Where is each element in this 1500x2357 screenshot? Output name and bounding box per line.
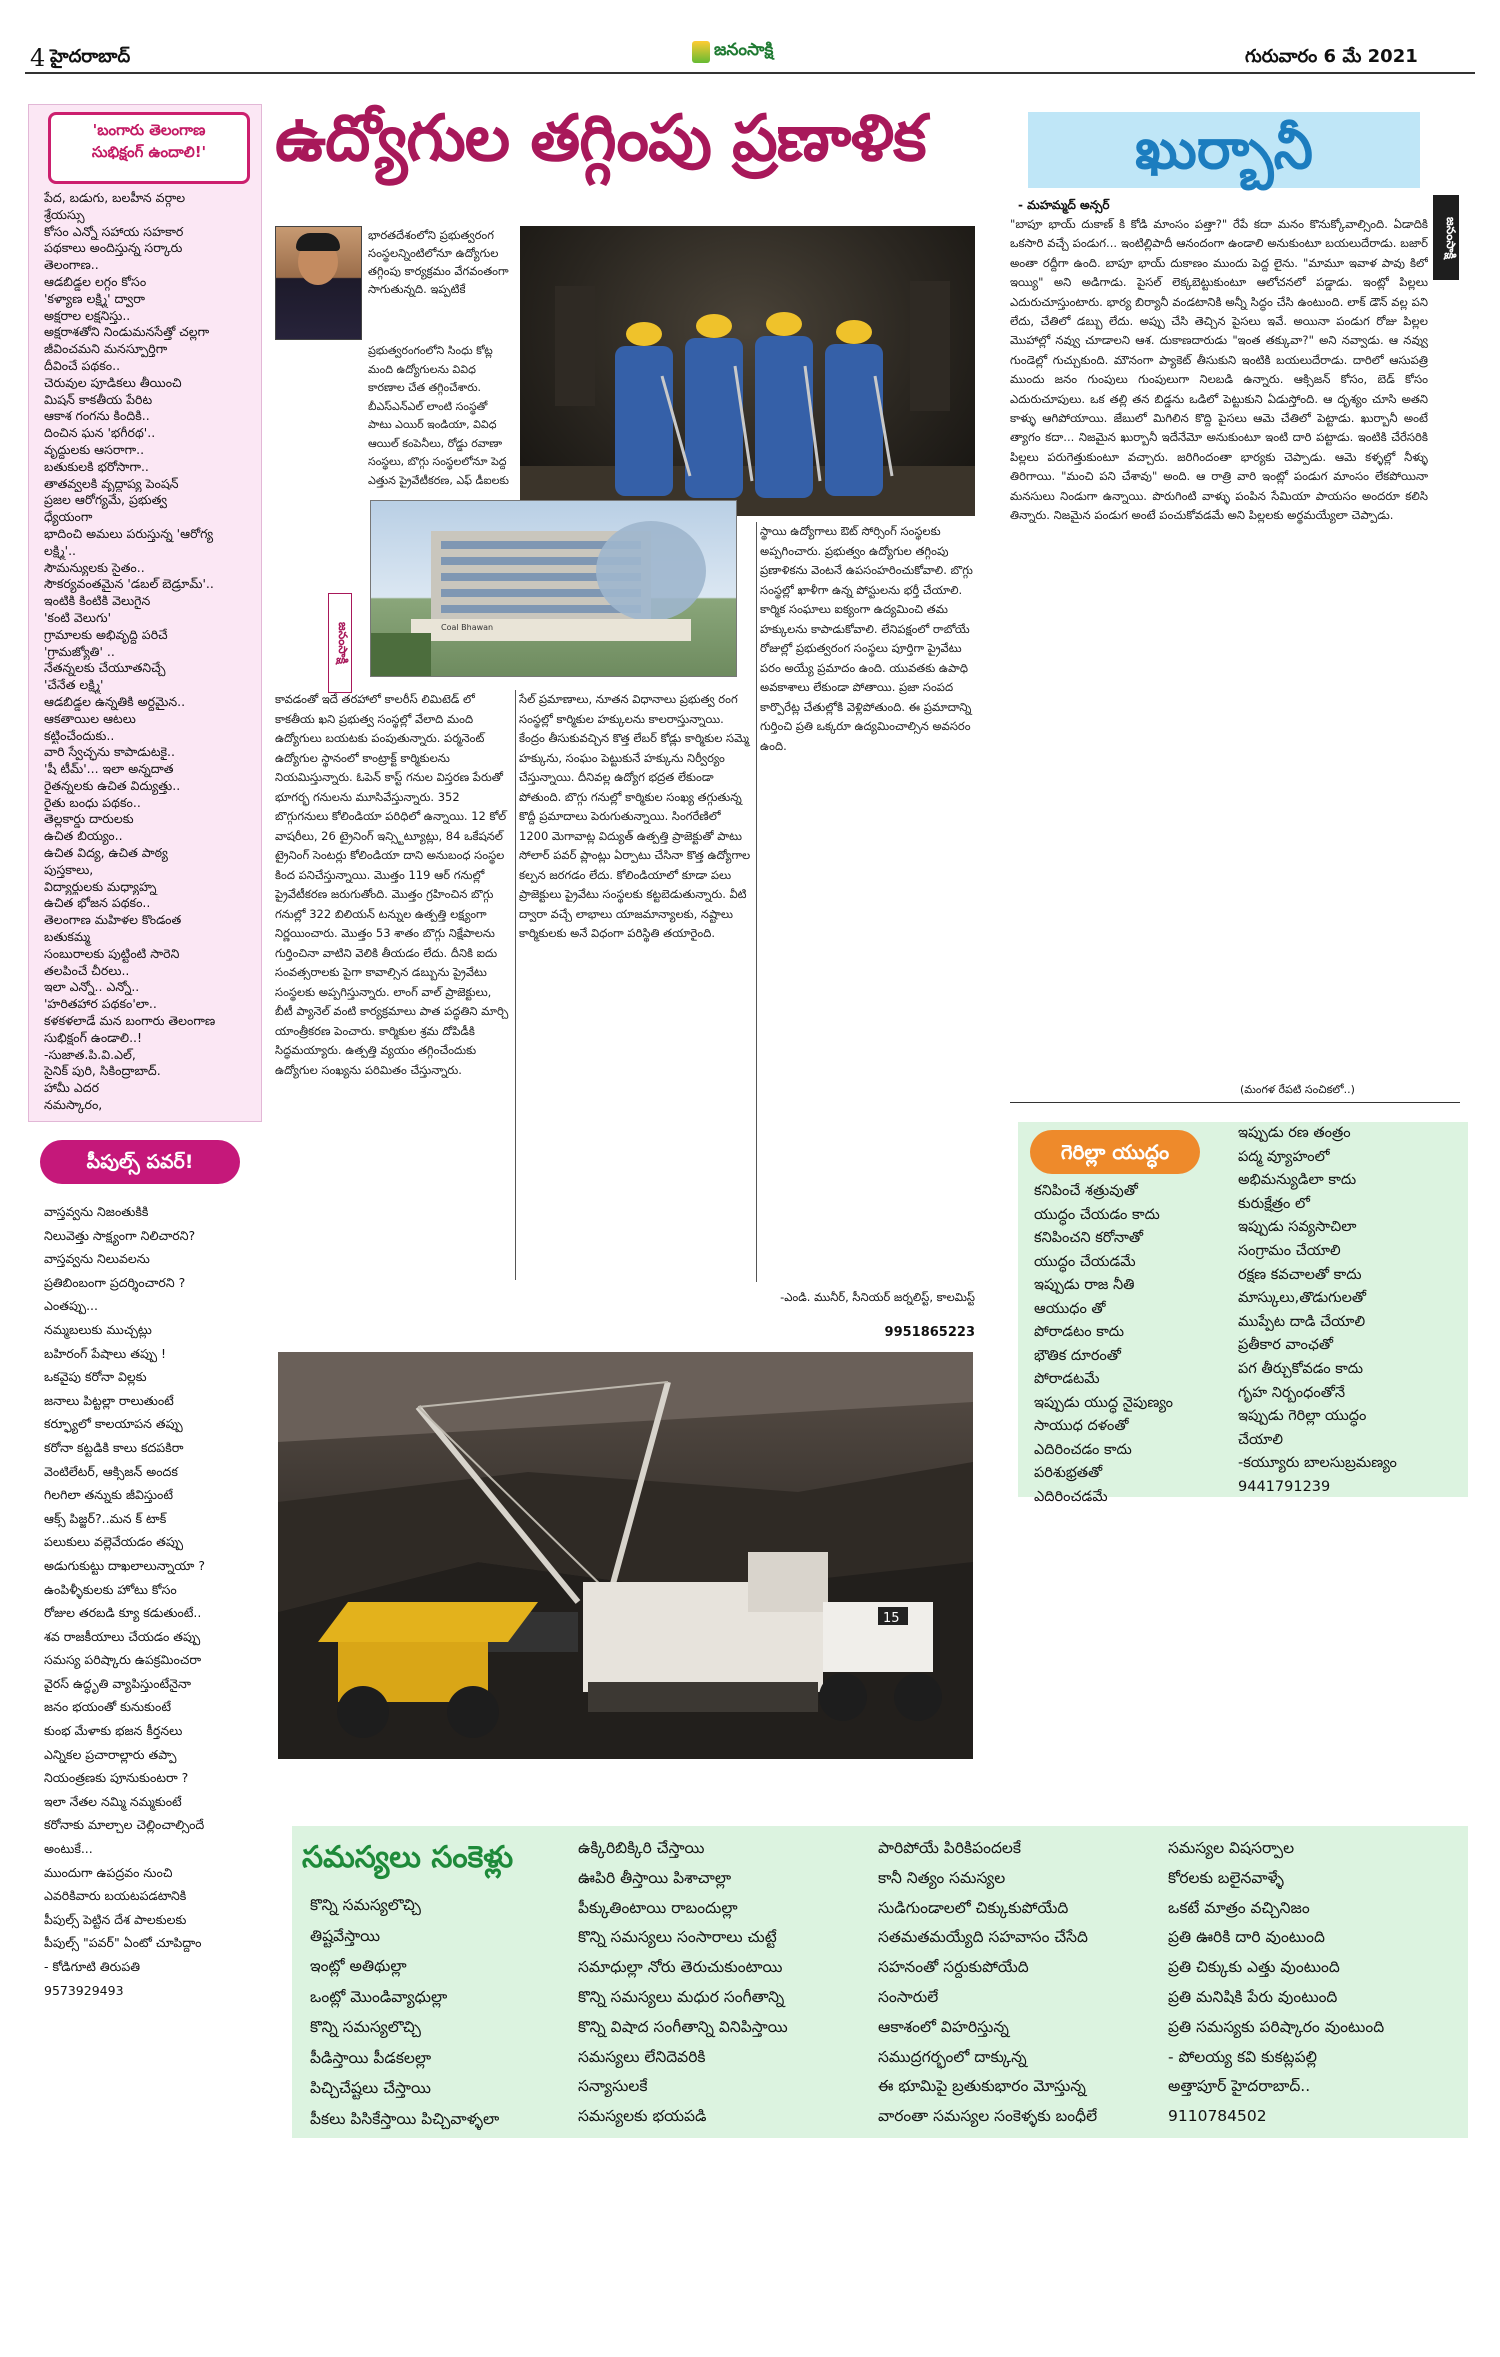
people-power-line: సమస్య పరిష్కారు ఉపక్రమించరా: [44, 1652, 202, 1668]
samasyalu-line: ఇంట్లో అతిథుల్లా: [310, 1957, 407, 1975]
samasyalu-line: పీకలు పిసికేస్తాయి పిచ్చివాళ్ళలా: [310, 2109, 500, 2128]
sidebar-poem-line: భాదించి అమలు పరుస్తున్న 'ఆరోగ్య: [44, 525, 214, 541]
samasyalu-title: సమస్యలు సంకెళ్లు: [302, 1840, 514, 1875]
people-power-line: బహిరంగ్ పేషాలు తప్పు !: [44, 1345, 167, 1361]
gerilla-line: ముప్పేట దాడి చేయాలి: [1238, 1313, 1366, 1330]
sidebar-poem-line: సుభిక్షంగ్ ఉండాలి..!: [44, 1029, 143, 1045]
paper-logo: [692, 40, 773, 64]
samasyalu-column-2: [578, 1834, 868, 2132]
people-power-line: నియంత్రణకు పూనుకుంటరా ?: [44, 1770, 189, 1786]
samasyalu-line: కొన్ని సమస్యలొచ్చి: [310, 1896, 421, 1914]
sidebar-poem-lines: [44, 190, 254, 1114]
gerilla-column-1: [1034, 1180, 1224, 1509]
sidebar-poem-line: ఆకతాయిల ఆటలు: [44, 710, 136, 726]
samasyalu-line: కొన్ని విషాద సంగీతాన్ని వినిపిస్తాయి: [578, 2017, 788, 2036]
article-column-2: కావడంతో ఇదే తరహాలో కాలరీస్ లిమిటెడ్ లో కాకతీయ ఖని ప్రభుత్వ సంస్థల్లో వేలాది మంది ఉద్యోగులు బయటకు పంపుతున్నారు. పర్మనెంట్ ఉద్యోగుల స్థానంలో కాంట్రాక్ట్ కార్మికులను నియమిస్తున్నారు. ఓపెన్ కాస్ట్ గనుల విస్తరణ పేరుతో భూగర్భ గనులను మూసివేస్తున్నారు. 352 బొగ్గుగనులు కోలిండియా పరిధిలో ఉన్నాయి. 12 కోల్ వాషరీలు, 26 ట్రైనింగ్ ఇన్స్టిట్యూట్లు, 84 ఒకేషనల్ ట్రైనింగ్ సెంటర్లు కోలిండియా దాని అనుబంధ సంస్థల కింద పనిచేస్తున్నాయి. మొత్తం 119 ఆర్ గనుల్లో ప్రైవేటీకరణ జరుగుతోంది. మొత్తం గ్రహించిన బొగ్గు గనుల్లో 322 బిలియన్ టన్నుల ఉత్పత్తి లక్ష్యంగా నిర్ణయించారు. మొత్తం 53 శాతం బొగ్గు నిక్షేపాలను గుర్తించినా వాటిని వెలికి తీయడం లేదు. దీనికి ఐదు సంవత్సరాలకు పైగా కావాల్సిన డబ్బును ప్రైవేటు సంస్థలకు అప్పగిస్తున్నారు. లాంగ్ వాల్ ప్రాజెక్టులు, బీటీ ప్యానెల్ వంటి కార్యక్రమాలు పాత పద్ధతిని మార్చి యాంత్రీకరణ పెంచారు. కార్మికుల శ్రమ దోపిడీకి సిద్ధమయ్యారు. ఉత్పత్తి వ్యయం తగ్గించేందుకు ఉద్యోగుల సంఖ్యను పరిమితం చేస్తున్నారు.: [275, 692, 509, 1077]
people-power-line: వాస్తవ్వను నిలువలను: [44, 1251, 150, 1267]
sidebar-title-line1: 'బంగారు తెలంగాణ: [92, 121, 206, 139]
samasyalu-line: సతమతమయ్యేది సహవాసం చేసేది: [878, 1928, 1088, 1947]
people-power-line: పీపుల్స్ "పవర్" ఏంటో చూపిద్దాం: [44, 1935, 202, 1951]
article-author: -ఎండి. మునీర్, సీనియర్ జర్నలిస్ట్, కాలమిస్ట్: [780, 1290, 975, 1304]
people-power-line: వాస్తవ్వను నిజంతుకికి: [44, 1204, 149, 1219]
gerilla-line: సాయుధ దళంతో: [1034, 1418, 1129, 1434]
sidebar-poem-line: రైతన్నలకు ఉచిత విద్యుత్తు..: [44, 777, 181, 793]
samasyalu-line: పీక్కుతింటాయి రాబందుల్లా: [578, 1898, 738, 1917]
gerilla-line: 9441791239: [1238, 1478, 1331, 1495]
people-power-line: జనం భయంతో కునుకుంటే: [44, 1699, 171, 1715]
sidebar-poem-line: అక్షరాల లక్షనిస్తు..: [44, 307, 131, 323]
people-power-title-box: [40, 1140, 240, 1184]
samasyalu-line: తిష్టవేస్తాయి: [310, 1926, 381, 1945]
sidebar-poem-line: తెలంగాణ..: [44, 257, 99, 273]
gerilla-line: ఇప్పుడు సవ్యసాచిలా: [1238, 1219, 1357, 1236]
samasyalu-line: ప్రతి సమస్యకు పరిష్కారం వుంటుంది: [1168, 2017, 1385, 2036]
sidebar-poem-line: చెరువుల పూడికలు తీయించి: [44, 374, 182, 390]
people-power-line: ఆక్స్ పిజ్జర్?..మన క్ టాక్: [44, 1510, 167, 1526]
gerilla-line: చేయాలి: [1238, 1431, 1283, 1448]
khurbani-footer: (మంగళ రేపటి సంచికలో..): [1240, 1083, 1355, 1096]
sidebar-poem-line: తలపించే చీరలు..: [44, 962, 130, 978]
people-power-line: నమ్మబలుకు ముచ్చట్లు: [44, 1321, 152, 1337]
edition-name: హైదరాబాద్: [50, 46, 131, 67]
article-column-4: స్థాయి ఉద్యోగాలు ఔట్ సోర్సింగ్ సంస్థలకు అప్పగించారు. ప్రభుత్వం ఉద్యోగుల తగ్గింపు ప్రణాళికను వెంటనే ఉపసంహరించుకోవాలి. బొగ్గు సంస్థల్లో ఖాళీగా ఉన్న పోస్టులను భర్తీ చేయాలి. కార్మిక సంఘాలు ఐక్యంగా ఉద్యమించి తమ హక్కులను కాపాడుకోవాలి. లేనిపక్షంలో రాబోయే రోజుల్లో ప్రభుత్వరంగ సంస్థలు పూర్తిగా ప్రైవేటు పరం అయ్యే ప్రమాదం ఉంది. యువతకు ఉపాధి అవకాశాలు లేకుండా పోతాయి. ప్రజా సంపద కార్పొరేట్ల చేతుల్లోకి వెళ్లిపోతుంది. ఈ ప్రమాదాన్ని గుర్తించి ప్రతి ఒక్కరూ ఉద్యమించాల్సిన అవసరం ఉంది.: [760, 524, 973, 753]
sidebar-poem-line: ఆకాశ గంగను కిందికి..: [44, 408, 150, 424]
samasyalu-line: ప్రతి మనిషికి పేరు వుంటుంది: [1168, 1987, 1338, 2006]
samasyalu-line: సన్యాసులకే: [578, 2077, 648, 2096]
people-power-line: 9573929493: [44, 1982, 124, 1998]
author-hair: [296, 233, 340, 251]
people-power-line: ఎవరికివారు బయటపడటానికి: [44, 1888, 187, 1904]
sidebar-poem-line: విద్యార్థులకు మధ్యాహ్న: [44, 878, 157, 894]
people-power-line: ఎంతప్పు...: [44, 1298, 98, 1314]
gerilla-line: ఇప్పుడు రాజ నీతి: [1034, 1277, 1135, 1293]
gerilla-line: పగ తీర్చుకోవడం కాదు: [1238, 1360, 1364, 1377]
article-column-rule-1: [515, 690, 516, 1280]
sidebar-poem-line: సైనిక్ పురి, సికింద్రాబాద్.: [44, 1063, 161, 1079]
samasyalu-line: పీడిస్తాయి పీడకలల్లా: [310, 2048, 432, 2067]
gerilla-line: ఇప్పుడు గెరిల్లా యుద్ధం: [1238, 1408, 1367, 1425]
sidebar-poem-line: సౌకర్యవంతమైన 'డబల్ బెడ్రూమ్'..: [44, 576, 214, 592]
khurbani-byline: - మహమ్మద్ అన్సర్: [1018, 198, 1110, 212]
people-power-line: కర్ఫ్యూలో కాలయాపన తప్పు: [44, 1416, 183, 1432]
sidebar-poem-line: కోసం ఎన్నో సహాయ సహకార: [44, 223, 184, 239]
issue-date: గురువారం 6 మే 2021: [1245, 46, 1418, 67]
samasyalu-line: ఒంట్లో మొండివ్యాధుల్లా: [310, 1987, 448, 2006]
people-power-line: శవ రాజకీయాలు చేయడం తప్పు: [44, 1628, 201, 1644]
people-power-line: అంటుకే...: [44, 1841, 93, 1857]
sidebar-poem-line: -సుజాత.పి.వి.ఎల్,: [44, 1046, 136, 1062]
samasyalu-line: సుడిగుండాలలో చిక్కుకుపోయేది: [878, 1898, 1069, 1917]
sidebar-title-box: [48, 112, 250, 184]
janamsakshi-tag-text: జనంసాక్షి: [336, 622, 350, 664]
gerilla-line: ఇప్పుడు యుద్ధ నైపుణ్యం: [1034, 1394, 1174, 1411]
samasyalu-line: ఆకాశంలో విహరిస్తున్న: [878, 2017, 1009, 2036]
samasyalu-line: కొన్ని సమస్యలు సంసారాలు చుట్టే: [578, 1928, 777, 1947]
samasyalu-line: - పోలయ్య కవి కుకట్లపల్లి: [1168, 2047, 1318, 2066]
people-power-line: ముందుగా ఉపద్రవం నుంచి: [44, 1864, 173, 1880]
article-column-3: సేల్ ప్రమాణాలు, నూతన విధానాలు ప్రభుత్వ రంగ సంస్థల్లో కార్మికుల హక్కులను కాలరాస్తున్నాయి. కేంద్రం తీసుకువచ్చిన కొత్త లేబర్ కోడ్లు కార్మికుల సమ్మె హక్కును, సంఘం పెట్టుకునే హక్కును నిర్వీర్యం చేస్తున్నాయి. దీనివల్ల ఉద్యోగ భద్రత లేకుండా పోతుంది. బొగ్గు గనుల్లో కార్మికుల సంఖ్య తగ్గుతున్న కొద్దీ ప్రమాదాలు పెరుగుతున్నాయి. సింగరేణిలో 1200 మెగావాట్ల విద్యుత్ ఉత్పత్తి ప్రాజెక్టుతో పాటు సోలార్ పవర్ ప్లాంట్లు ఏర్పాటు చేసినా కొత్త ఉద్యోగాల కల్పన జరగడం లేదు. కోలిండియాలో కూడా పలు ప్రాజెక్టులు ప్రైవేటు సంస్థలకు కట్టబెడుతున్నారు. వీటి ద్వారా వచ్చే లాభాలు యాజమాన్యాలకు, నష్టాలు కార్మికులకు అనే విధంగా పరిస్థితి తయారైంది.: [519, 692, 751, 940]
samasyalu-line: పిచ్చిచేష్టలు చేస్తాయి: [310, 2079, 431, 2097]
sidebar-poem-line: తెలంగాణ మహిళల కొండంత: [44, 912, 182, 928]
gerilla-line: భౌతిక దూరంతో: [1034, 1347, 1121, 1364]
sidebar-poem-line: వృద్ధులకు ఆసరాగా..: [44, 441, 145, 457]
header-rule: [25, 72, 1475, 74]
samasyalu-column-3: [878, 1834, 1168, 2132]
sidebar-poem-line: తాతవ్వలకి వృద్ధాప్య పెంషన్: [44, 475, 179, 491]
people-power-line: ప్రతిబింబంగా ప్రదర్శించారని ?: [44, 1274, 186, 1290]
samasyalu-line: ఊపిరి తీస్తాయి పిశాచాల్లా: [578, 1868, 732, 1887]
miners-illustration: [520, 226, 975, 516]
samasyalu-line: సమస్యల విషసర్పాల: [1168, 1839, 1295, 1857]
samasyalu-line: వారంతా సమస్యల సంకెళ్ళకు బంధీలే: [878, 2107, 1098, 2126]
sidebar-poem-line: 'చేనేత లక్ష్మి': [44, 677, 104, 693]
people-power-line: కుంభ మేళాకు భజన కీర్తనలు: [44, 1723, 183, 1739]
gerilla-line: కురుక్షేత్రం లో: [1238, 1195, 1310, 1212]
gerilla-line: పోరాడటం కాదు: [1034, 1324, 1125, 1340]
people-power-line: వైరస్ ఉద్ధృతి వ్యాపిస్తుంటేనైనా: [44, 1675, 191, 1691]
samasyalu-line: కోరలకు బలైనవాళ్ళే: [1168, 1868, 1284, 1887]
samasyalu-line: ఉక్కిరిబిక్కిరి చేస్తాయి: [578, 1839, 705, 1857]
khurbani-title-box: [1028, 112, 1420, 188]
sidebar-poem-line: 'కంటి వెలుగు': [44, 609, 112, 625]
sidebar-poem-line: హామీ ఎదర: [44, 1080, 99, 1096]
sidebar-poem-line: మిషన్ కాకతీయ పేరిట: [44, 391, 153, 407]
sidebar-poem-line: ధ్యేయంగా: [44, 509, 93, 525]
samasyalu-line: సమాధుల్లా నోరు తెరుచుకుంటాయి: [578, 1958, 783, 1977]
article-column-1b: ప్రభుత్వరంగంలోని సింధు కోట్ల మంది ఉద్యోగులను వివిధ కారణాల చేత తగ్గించేశారు. బీఎస్ఎన్ఎల్ లాంటి సంస్థతో పాటు ఎయిర్ ఇండియా, వివిధ ఆయిల్ కంపెనీలు, రోడ్డు రవాణా సంస్థలు, బొగ్గు సంస్థలలోనూ పెద్ద ఎత్తున ప్రైవేటీకరణ, ఎఫ్ డీఐలకు: [368, 344, 509, 487]
gerilla-line: యుద్ధం చేయడమే: [1034, 1253, 1136, 1270]
people-power-line: ఉంపిళ్ళీకులకు హోటు కోసం: [44, 1581, 177, 1597]
gerilla-line: ఎదిరించడమే: [1034, 1488, 1108, 1505]
samasyalu-line: కొన్ని సమస్యలొచ్చి: [310, 2018, 421, 2036]
sidebar-poem-line: తెల్లకార్డు దారులకు: [44, 811, 134, 827]
gerilla-line: కనిపించని కరోనాతో: [1034, 1230, 1144, 1246]
people-power-line: పీపుల్స్ పెట్టిన దేశ పాలకులకు: [44, 1911, 187, 1927]
samasyalu-line: ఒకటే మాత్రం వచ్చినిజం: [1168, 1898, 1310, 1917]
article-column-1: [275, 342, 367, 587]
people-power-lines: [44, 1200, 254, 2002]
mining-equipment-illustration: [278, 1352, 973, 1759]
sidebar-poem-line: ఉచిత భోజన పథకం..: [44, 895, 151, 911]
gerilla-line: మాస్కులు,తొడుగులతో: [1238, 1290, 1367, 1307]
page-number: 4: [30, 44, 46, 72]
khurbani-bottom-rule: [1010, 1102, 1460, 1103]
samasyalu-line: కానీ నిత్యం సమస్యల: [878, 1868, 1006, 1887]
sidebar-poem-line: పథకాలు అందిస్తున్న సర్కారు: [44, 240, 183, 256]
people-power-line: కరోనాకు మాల్చాల చెల్లించాల్సిందే: [44, 1817, 205, 1833]
gerilla-line: ప్రతీకార వాంఛతో: [1238, 1337, 1333, 1354]
sidebar-poem-line: 'హరితహార పథకం'లా..: [44, 996, 157, 1012]
gerilla-line: పోరాడటమే: [1034, 1371, 1100, 1387]
sidebar-poem-line: 'కళ్యాణ లక్ష్మి' ద్వారా: [44, 290, 145, 306]
samasyalu-column-1: [310, 1890, 570, 2134]
sidebar-poem-line: బతుకమ్మ: [44, 929, 91, 945]
building-sign: Coal Bhawan: [441, 623, 494, 632]
author-photo: [275, 226, 362, 340]
people-power-title: పీపుల్స్ పవర్!: [86, 1151, 194, 1173]
sidebar-poem-line: ఇలా ఎన్నో.. ఎన్నో..: [44, 979, 140, 995]
gerilla-line: పరిశుభ్రతతో: [1034, 1465, 1103, 1481]
mining-equipment-photo: [278, 1352, 973, 1759]
sidebar-poem-line: 'షీ టీమ్'... ఇలా అన్నదాత: [44, 761, 174, 777]
sidebar-poem-line: ఉచిత బియ్యం..: [44, 828, 123, 844]
sidebar-poem-line: లక్ష్మి'..: [44, 542, 77, 558]
people-power-line: - కోడిగూటి తిరుపతి: [44, 1959, 141, 1974]
gerilla-title-box: [1030, 1130, 1200, 1174]
people-power-line: ఎన్నికల ప్రచారాల్లారు తప్పా: [44, 1746, 177, 1762]
people-power-line: జనాలు పిట్టల్లా రాలుతుంటే: [44, 1392, 174, 1408]
sidebar-poem-line: పుస్తకాలు,: [44, 861, 94, 877]
sidebar-poem-line: 'గ్రామజ్యోతి' ..: [44, 643, 115, 659]
gerilla-line: -కయ్యూరు బాలసుబ్రమణ్యం: [1238, 1455, 1397, 1472]
people-power-line: పలుకులు వల్లెవేయడం తప్పు: [44, 1534, 184, 1550]
samasyalu-line: ప్రతి ఊరికి దారి వుంటుంది: [1168, 1928, 1325, 1947]
sidebar-poem-line: అక్షరాశతోని నిండుమనసేత్తో చల్లగా: [44, 324, 210, 340]
sidebar-poem-line: ఇంటికి కింటికి వెలుగైన: [44, 593, 151, 609]
sidebar-poem-line: రైతు బంధు పథకం..: [44, 794, 141, 810]
sidebar-title-line2: సుభిక్షంగ్ ఉందాలి!': [91, 143, 207, 161]
people-power-line: కరోనా కట్టడికి కాలు కదపకిరా: [44, 1439, 184, 1455]
building-illustration: [371, 501, 736, 676]
svg-text:15: 15: [883, 1611, 900, 1626]
sidebar-poem-line: దించిన ఘన 'భగీరథ'..: [44, 425, 156, 441]
sidebar-poem-line: ఉచిత విద్య, ఉచిత పాఠ్య: [44, 845, 168, 861]
samasyalu-line: ఈ భూమిపై బ్రతుకుభారం మోస్తున్న: [878, 2077, 1086, 2096]
gerilla-title: గెరిల్లా యుద్ధం: [1060, 1140, 1170, 1164]
sidebar-poem-line: కళకళలాడే మన బంగారు తెలంగాణ: [44, 1013, 216, 1029]
sidebar-poem-line: సంబురాలకు పుట్టింటి సారెని: [44, 945, 180, 961]
gerilla-line: ఇప్పుడు రణ తంత్రం: [1238, 1125, 1351, 1141]
sidebar-poem-line: సౌమన్యులకు సైతం..: [44, 559, 145, 575]
gerilla-line: పద్మ వ్యూహంలో: [1238, 1148, 1330, 1165]
samasyalu-line: సహనంతో సర్దుకుపోయేది: [878, 1958, 1029, 1977]
gerilla-line: గృహ నిర్బంధంతోనే: [1238, 1384, 1346, 1401]
logo-text: జనంసాక్షి: [714, 40, 774, 60]
gerilla-line: ఆయుధం తో: [1034, 1300, 1106, 1317]
khurbani-side-tag-text: జనంసాక్షి: [1444, 216, 1458, 259]
people-power-line: నిలువెత్తు సాక్ష్యంగా నిలిచారని?: [44, 1227, 196, 1243]
sidebar-poem-line: ఆడబిడ్డల లగ్గం కోసం: [44, 273, 147, 289]
article-headline: ఉద్యోగుల తగ్గింపు ప్రణాళిక: [275, 102, 926, 176]
sidebar-poem-line: కట్టించేందుకు..: [44, 727, 115, 743]
sidebar-poem-line: వారి స్వేచ్ఛను కాపాడుటకై..: [44, 744, 175, 760]
khurbani-title: ఖుర్బానీ: [1135, 117, 1313, 182]
khurbani-story-text: "బాపూ భాయ్ దుకాణ్ కి కోడి మాంసం పత్తా?" రేపే కదా మనం కొనుక్కోవాల్సింది. ఏడాదికి ఒకసారి వచ్చే పండుగ... ఇంటిల్లిపాదీ ఆనందంగా ఉండాలి అనుకుంటూ బయలుదేరాడు. బజార్ అంతా రద్దీగా ఉంది. బాపూ భాయ్ దుకాణం ముందు పెద్ద లైను. "మామూ ఇవాళ పావు కిలో ఇయ్యి" అని అడిగాడు. పైసల్ లెక్కబెట్టుకుంటూ ఆలోచనలో పడ్డాడు. ఇంట్లో పిల్లలు ఎదురుచూస్తుంటారు. భార్య బిర్యానీ వండటానికి అన్నీ సిద్ధం చేసి ఉంటుంది. లాక్ డౌన్ వల్ల పని లేదు, చేతిలో డబ్బు లేదు. అప్పు చేసి తెచ్చిన పైసలు ఇవే. అయినా పండుగ రోజు పిల్లల మొహాల్లో నవ్వు చూడాలని ఆశ. దుకాణదారుడు "ఇంత తక్కువా?" అని నవ్వాడు. ఆ నవ్వు గుండెల్లో గుచ్చుకుంది. మౌనంగా ప్యాకెట్ తీసుకుని ఇంటికి బయలుదేరాడు. దారిలో ఆసుపత్రి ముందు జనం గుంపులు గుంపులుగా నిలబడి ఉన్నారు. ఆక్సిజన్ కోసం, బెడ్ కోసం ఎదురుచూపులు. ఒక తల్లి తన బిడ్డను ఒడిలో పెట్టుకుని ఏడుస్తోంది. ఆ దృశ్యం చూసి అతని కాళ్ళు ఆగిపోయాయి. జేబులో మిగిలిన కొద్ది పైసలు ఆమె చేతిలో పెట్టాడు. ఖుర్బానీ అంటే త్యాగం కదా... నిజమైన ఖుర్బానీ ఇదేనేమో అనుకుంటూ ఇంటి దారి పట్టాడు. ఇంటికి చేరేసరికి పిల్లలు పరుగెత్తుకుంటూ వచ్చారు. జరిగిందంతా భార్యకు చెప్పాడు. ఆమె కళ్ళల్లో నీళ్ళు తిరిగాయి. "మంచి పని చేశావు" అంది. ఆ రాత్రి వారి ఇంట్లో పండుగ మాంసం లేకపోయినా మనసులు నిండుగా ఉన్నాయి. పొరుగింటి వాళ్ళు పంపిన సేమియా పాయసం అందరూ కలిసి తిన్నారు. నిజమైన పండుగ అంటే పంచుకోవడమే అని పిల్లలకు అర్థమయ్యేలా చెప్పాడు.: [1010, 217, 1428, 523]
sidebar-poem-line: నేతన్నలకు చేయూతనిచ్చే: [44, 660, 166, 676]
article-intro: భారతదేశంలోని ప్రభుత్వరంగ సంస్థలన్నింటిలోనూ ఉద్యోగుల తగ్గింపు కార్యక్రమం వేగవంతంగా సాగుతున్నది. ఇప్పటికే: [368, 228, 509, 296]
people-power-line: గిలగిలా తన్నుకు జీవిస్తుంటే: [44, 1487, 174, 1503]
gerilla-line: యుద్ధం చేయడం కాదు: [1034, 1206, 1160, 1223]
sidebar-poem-line: నమస్కారం,: [44, 1097, 103, 1113]
samasyalu-line: సమస్యలకు భయపడి: [578, 2107, 707, 2126]
sidebar-poem-line: దీవించే పథకం..: [44, 357, 121, 373]
gerilla-line: అభిమన్యుడిలా కాదు: [1238, 1172, 1357, 1189]
gerilla-column-2: [1238, 1122, 1463, 1500]
sidebar-poem-line: పేద, బడుగు, బలహీన వర్గాల: [44, 190, 186, 205]
article-column-rule-2: [756, 522, 757, 1282]
logo-emblem-icon: [692, 41, 710, 63]
article-phone: 9951865223: [884, 1325, 975, 1340]
samasyalu-line: పారిపోయే పిరికిపందలకే: [878, 1839, 1022, 1857]
gerilla-line: కనిపించే శత్రువుతో: [1034, 1183, 1138, 1199]
sidebar-poem-line: ఆడబిడ్డల ఉన్నతికి అర్ధమైన..: [44, 693, 186, 709]
samasyalu-line: సముద్రగర్భంలో దాక్కున్న: [878, 2047, 1027, 2066]
sidebar-poem-line: జీవించమని మనస్పూర్తిగా: [44, 341, 168, 357]
people-power-line: ఇలా నేతల నమ్మి నమ్మకుంటే: [44, 1793, 182, 1809]
sidebar-poem-line: శ్రేయస్సు: [44, 206, 85, 222]
samasyalu-line: 9110784502: [1168, 2107, 1267, 2126]
sidebar-poem-line: ప్రజల ఆరోగ్యమే, ప్రభుత్వ: [44, 492, 167, 508]
gerilla-line: ఎదిరించడం కాదు: [1034, 1441, 1132, 1458]
samasyalu-line: ప్రతి చిక్కుకు ఎత్తు వుంటుంది: [1168, 1958, 1340, 1977]
sidebar-poem-line: గ్రామాలకు అభివృద్ధి పరిచే: [44, 626, 168, 642]
samasyalu-line: సమస్యలు లేనిదెవరికి: [578, 2047, 706, 2066]
khurbani-side-tag: [1433, 195, 1459, 280]
people-power-line: ఒకవైపు కరోనా విల్లకు: [44, 1369, 147, 1385]
people-power-line: రోజుల తరబడి క్యూ కడుతుంటే..: [44, 1605, 202, 1621]
gerilla-line: రక్షణ కవచాలతో కాదు: [1238, 1266, 1362, 1283]
coal-bhawan-photo: [370, 500, 737, 677]
people-power-line: వెంటిలేటర్, ఆక్సిజన్ అందక: [44, 1463, 178, 1479]
samasyalu-line: సంసారులే: [878, 1987, 939, 2006]
gerilla-line: సంగ్రామం చేయాలి: [1238, 1242, 1341, 1259]
miners-photo: [520, 226, 975, 516]
samasyalu-line: అత్తాపూర్ హైదరాబాద్..: [1168, 2077, 1311, 2096]
samasyalu-column-4: [1168, 1834, 1463, 2132]
people-power-line: అడుగుకుట్టు దాఖలాలున్నాయా ?: [44, 1557, 205, 1573]
janamsakshi-tag: [328, 593, 352, 693]
sidebar-poem-line: బతుకులకి భరోసాగా..: [44, 458, 149, 474]
samasyalu-line: కొన్ని సమస్యలు మధుర సంగీతాన్ని: [578, 1987, 785, 2006]
